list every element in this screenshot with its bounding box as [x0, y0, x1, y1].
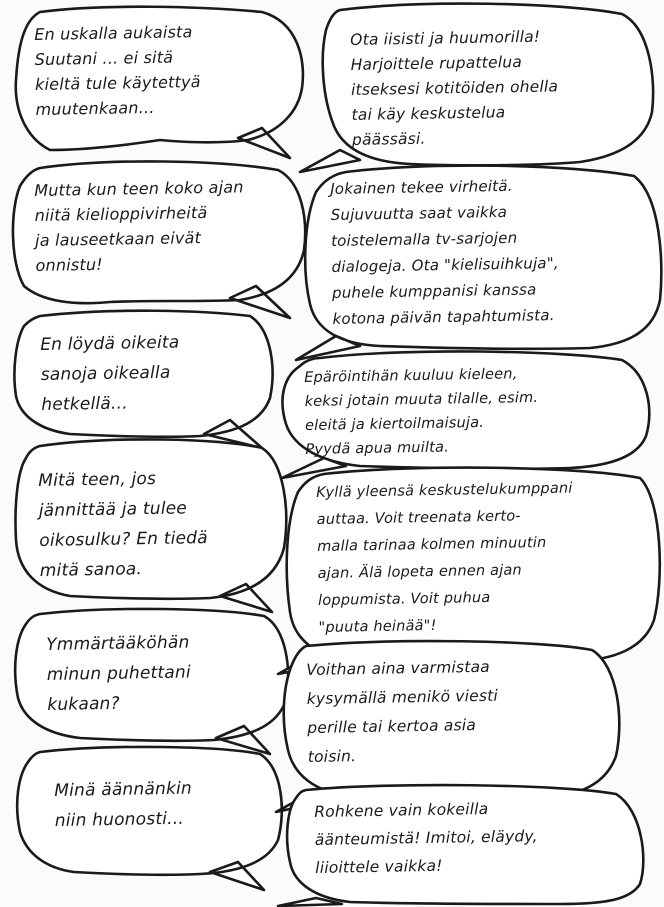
bubble-text-7: Mitä teen, jos jännittää ja tulee oikosulku? En tiedä mitä sanoa. [38, 468, 209, 581]
bubble-text-12: Rohkene vain kokeilla äänteumistä! Imitoi, eläydy, liioittele vaikka! [314, 799, 538, 877]
bubble-text-11: Minä äännänkin niin huonosti... [54, 778, 193, 831]
bubble-text-4: Jokainen tekee virheitä. Sujuvuutta saat vaikka toistelemalla tv-sarjojen dialogeja. Ota "kielisuihkuja", puhele kumppanisi kanssa kotona päivän tapahtumista. [330, 176, 559, 328]
bubble-text-3: Mutta kun teen koko ajan niitä kielioppivirheitä ja lauseetkaan eivät onnistu! [34, 177, 244, 275]
bubble-text-2: Ota iisisti ja huumorilla! Harjoittele rupattelua itseksesi kotitöiden ohella tai käy keskustelua päässäsi. [350, 27, 559, 149]
bubble-text-1: En uskalla aukaista Suutani ... ei sitä kieltä tule käytettyä muutenkaan... [34, 22, 201, 119]
bubble-text-6: Epäröintihän kuuluu kieleen, keksi jotain muuta tilalle, esim. eleitä ja kiertoilmaisuja. Pyydä apua muilta. [304, 366, 539, 458]
bubble-text-8: Kyllä yleensä keskustelukumppani auttaa. Voit treenata kerto- malla tarinaa kolmen minuutin ajan. Älä lopeta ennen ajan loppumista. Voit puhua "puuta heinää"! [316, 480, 573, 636]
bubble-text-10: Voithan aina varmistaa kysymällä menikö viesti perille tai kertoa asia toisin. [306, 657, 499, 766]
bubble-text-5: En löydä oikeita sanoja oikealla hetkellä... [40, 332, 180, 415]
bubble-text-9: Ymmärtääköhän minun puhettani kukaan? [46, 632, 192, 715]
